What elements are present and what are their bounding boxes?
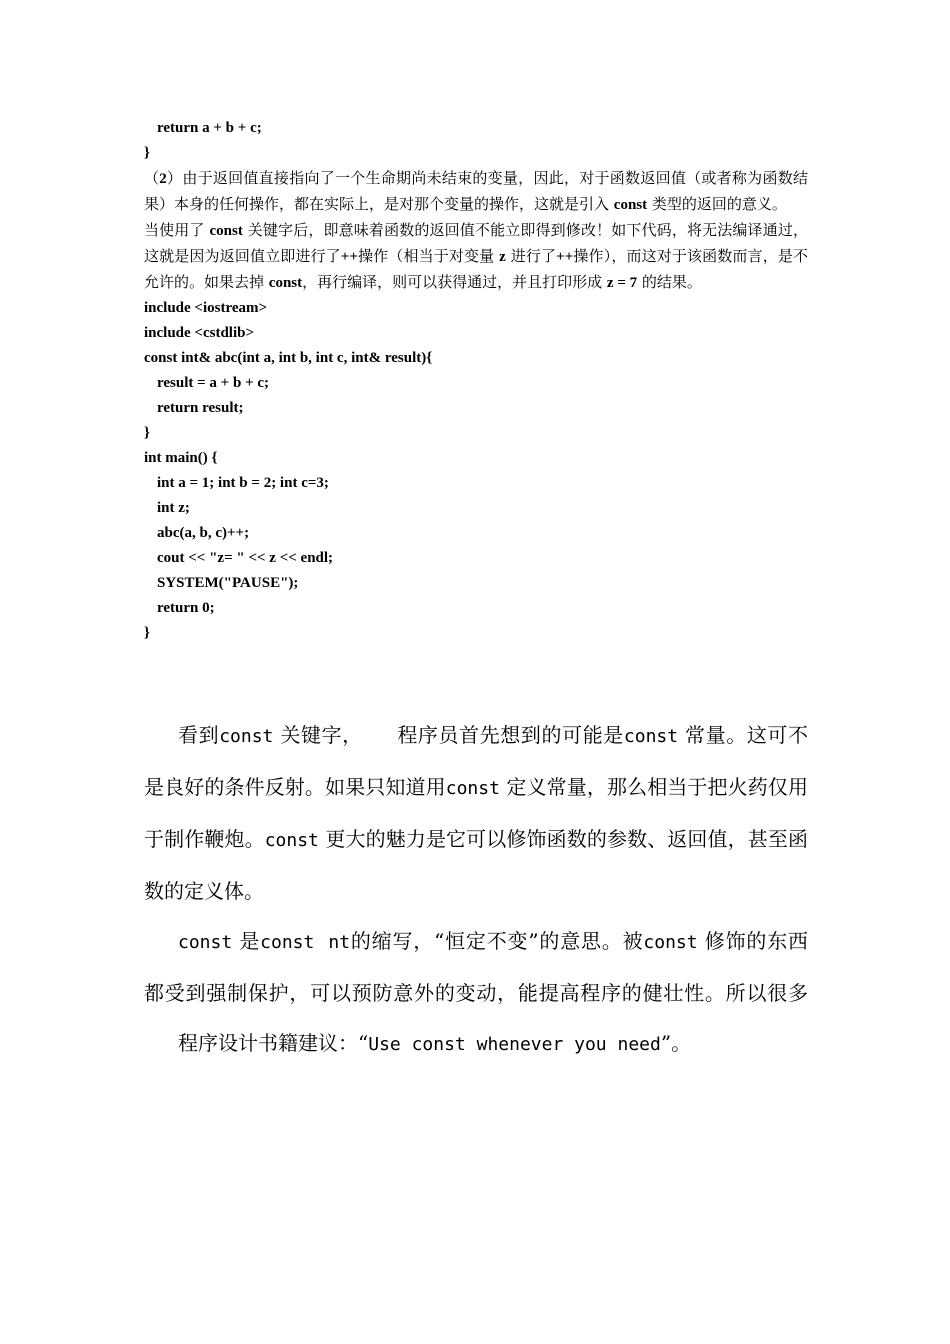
code-line: abc(a, b, c)++; — [157, 525, 250, 541]
code-line: include <iostream> — [144, 300, 268, 316]
upper-text-block — [144, 116, 808, 646]
code-line: return 0; — [157, 600, 215, 616]
code-line: cout << "z= " << z << endl; — [157, 550, 334, 566]
code-line: } — [144, 625, 150, 641]
code-line: const int& abc(int a, int b, int c, int& result){ — [144, 350, 433, 366]
essay-text-block — [144, 710, 808, 1070]
code-line: int z; — [157, 500, 190, 516]
paragraph-const-explanation: 当使用了 const 关键字后，即意味着函数的返回值不能立即得到修改！如下代码，将无法编译通过，这就是因为返回值立即进行了++操作（相当于对变量 z 进行了++操作），而这对于该函数而言，是不允许的。如果去掉 const，再行编译，则可以获得通过，并且打印形成 z = 7 的结果。 — [144, 221, 808, 291]
essay-paragraph-1: 看到const 关键字， 程序员首先想到的可能是const 常量。这可不是良好的条件反射。如果只知道用const 定义常量，那么相当于把火药仅用于制作鞭炮。const 更大的魅力是它可以修饰函数的参数、返回值，甚至函数的定义体。 — [144, 723, 809, 903]
code-line-close-brace: } — [144, 145, 150, 161]
code-line: int main() { — [144, 450, 218, 466]
code-line: } — [144, 425, 150, 441]
code-block — [144, 296, 808, 646]
code-line: result = a + b + c; — [157, 375, 270, 391]
paragraph-return-meaning: （2）由于返回值直接指向了一个生命期尚未结束的变量，因此，对于函数返回值（或者称为函数结果）本身的任何操作，都在实际上，是对那个变量的操作，这就是引入 const 类型的返回的意义。 — [144, 169, 808, 213]
code-line-return-sum: return a + b + c; — [157, 120, 262, 136]
code-line: int a = 1; int b = 2; int c=3; — [157, 475, 329, 491]
code-line: return result; — [157, 400, 244, 416]
essay-paragraph-2: const 是const nt的缩写，“恒定不变”的意思。被const 修饰的东西都受到强制保护，可以预防意外的变动，能提高程序的健壮性。所以很多程序设计书籍建议：“Use const whenever you need”。 — [144, 929, 809, 1055]
code-line: include <cstdlib> — [144, 325, 255, 341]
code-line: SYSTEM("PAUSE"); — [157, 575, 299, 591]
